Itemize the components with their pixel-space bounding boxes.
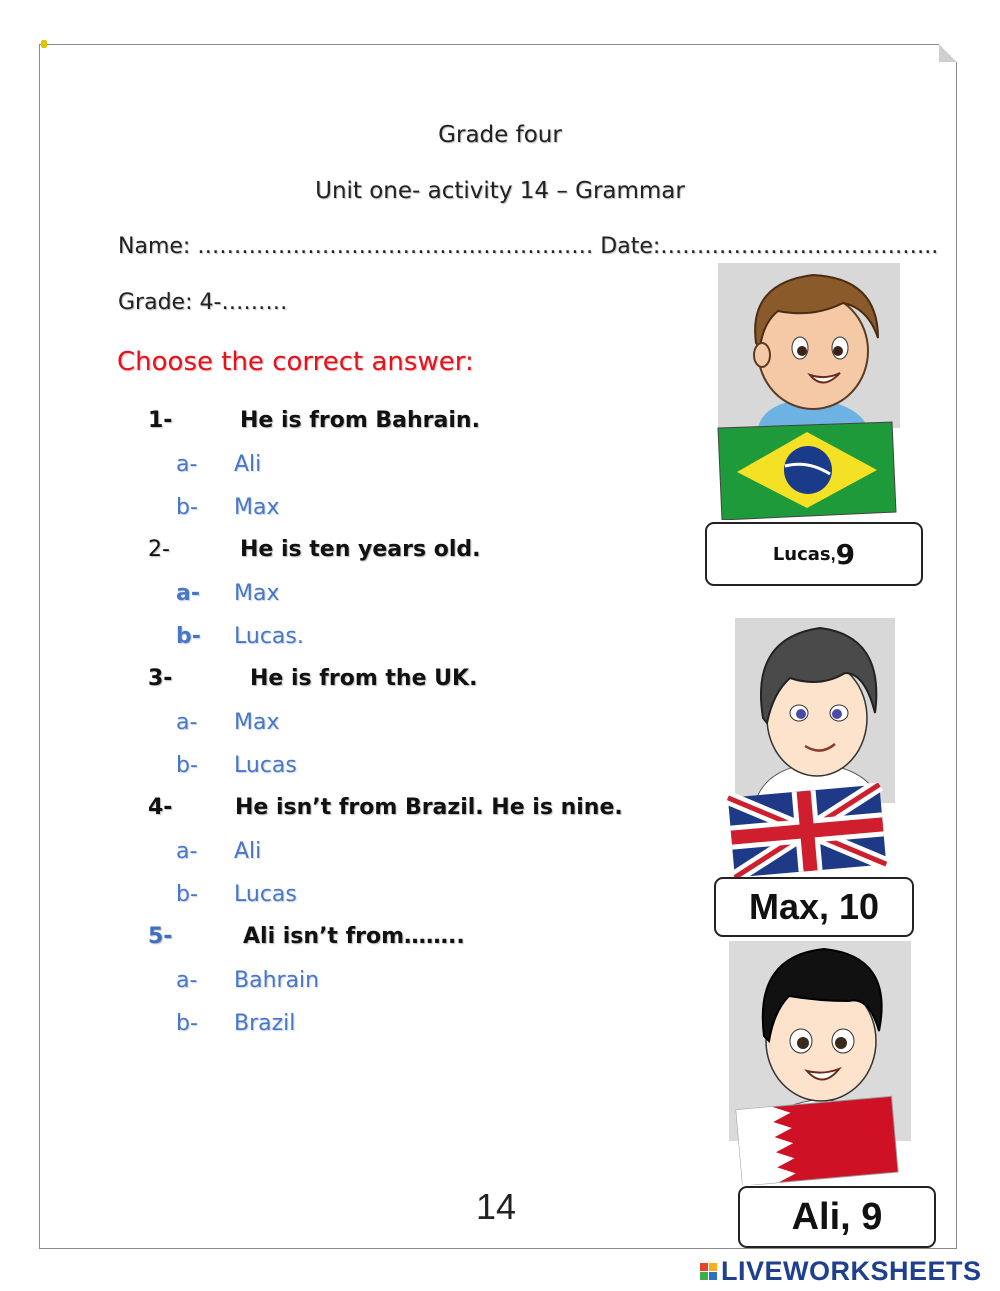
bahrain-flag-icon (735, 1095, 900, 1185)
option-4b[interactable] (176, 882, 297, 907)
option-text: Max (234, 495, 280, 520)
name-date-line: Name: ……………………………………………… Date:……………………………….. (118, 234, 939, 259)
option-2b[interactable] (176, 624, 304, 649)
option-text: Lucas (234, 753, 297, 778)
boy-face-icon (735, 618, 895, 803)
option-5b[interactable] (176, 1011, 295, 1036)
option-letter: a- (176, 581, 200, 606)
question-text: He is ten years old. (240, 537, 481, 562)
option-letter: a- (176, 839, 198, 864)
character-label: Ali, 9 (791, 1195, 883, 1238)
brazil-flag-icon (712, 420, 902, 520)
question-text: Ali isn’t from…….. (243, 924, 465, 949)
question-2 (148, 537, 481, 562)
boy-portrait-lucas (718, 263, 900, 428)
unit-title: Unit one- activity 14 – Grammar (315, 178, 685, 204)
grade-title: Grade four (438, 122, 562, 148)
option-3b[interactable] (176, 753, 297, 778)
question-text: He isn’t from Brazil. He is nine. (235, 795, 623, 820)
option-2a[interactable] (176, 581, 279, 606)
option-text: Max (234, 581, 280, 606)
page-number: 14 (476, 1186, 517, 1227)
name-card-ali (738, 1186, 936, 1248)
option-letter: b- (176, 495, 198, 520)
question-number: 2- (148, 537, 170, 562)
option-3a[interactable] (176, 710, 279, 735)
question-text: He is from the UK. (250, 666, 478, 691)
question-4 (148, 795, 623, 820)
logo-text: LIVEWORKSHEETS (721, 1256, 982, 1286)
option-text: Ali (234, 839, 262, 864)
option-1a[interactable] (176, 452, 261, 477)
option-4a[interactable] (176, 839, 261, 864)
question-number: 1- (148, 408, 173, 433)
option-text: Lucas. (234, 624, 304, 649)
page-corner-fold (939, 44, 957, 62)
option-5a[interactable] (176, 968, 319, 993)
question-number: 5- (148, 924, 173, 949)
option-text: Lucas (234, 882, 297, 907)
question-text: He is from Bahrain. (240, 408, 480, 433)
question-1 (148, 408, 480, 433)
name-card-lucas (705, 522, 923, 586)
option-letter: b- (176, 1011, 198, 1036)
question-number: 3- (148, 666, 173, 691)
option-letter: b- (176, 753, 198, 778)
question-3 (148, 666, 477, 691)
option-text: Brazil (234, 1011, 296, 1036)
option-1b[interactable] (176, 495, 279, 520)
option-text: Ali (234, 452, 262, 477)
question-number: 4- (148, 795, 173, 820)
logo-grid-icon (700, 1263, 717, 1280)
boy-face-icon (718, 263, 900, 428)
option-text: Max (234, 710, 280, 735)
option-letter: b- (176, 624, 201, 649)
option-text: Bahrain (234, 968, 320, 993)
character-label: Max, 10 (748, 886, 880, 927)
question-5 (148, 924, 465, 949)
option-letter: a- (176, 452, 198, 477)
option-letter: b- (176, 882, 198, 907)
option-letter: a- (176, 968, 198, 993)
grade-line: Grade: 4-……… (118, 290, 288, 315)
instruction-text: Choose the correct answer: (117, 347, 474, 377)
boy-portrait-max (735, 618, 895, 803)
liveworksheets-logo[interactable] (700, 1256, 982, 1287)
uk-flag-icon (727, 783, 887, 878)
option-letter: a- (176, 710, 198, 735)
pin-icon (41, 40, 47, 48)
name-card-max (714, 877, 914, 937)
character-name: Lucas (772, 543, 831, 565)
name-separator: , (830, 543, 836, 564)
character-age: 9 (835, 537, 856, 571)
